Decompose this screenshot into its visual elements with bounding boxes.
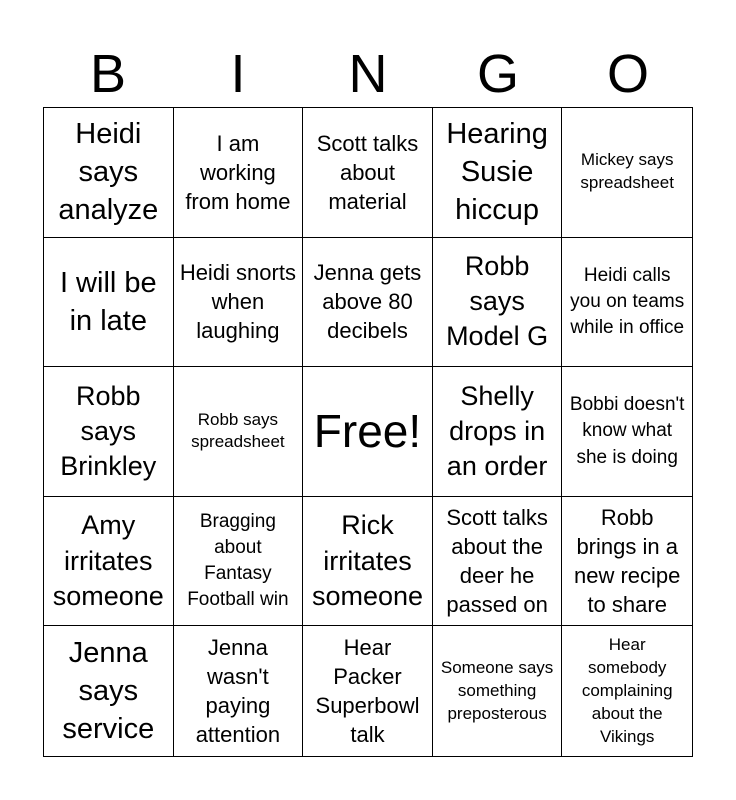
header-letter-b: B: [89, 44, 127, 104]
bingo-cell-g3[interactable]: [433, 367, 563, 497]
bingo-cell-text: Rick irritates someone: [311, 510, 424, 611]
bingo-cell-text: I am working from home: [185, 130, 291, 214]
bingo-cell-n1[interactable]: [303, 108, 433, 238]
header-letter-n: N: [348, 44, 388, 104]
bingo-cell-i1[interactable]: [174, 108, 304, 238]
bingo-cell-text: Robb says spreadsheet: [191, 409, 285, 452]
bingo-cell-text: Scott talks about material: [316, 130, 419, 214]
bingo-cell-text: Free!: [313, 405, 422, 458]
bingo-cell-text: Scott talks about the deer he passed on: [446, 505, 548, 618]
bingo-cell-b3[interactable]: [44, 367, 174, 497]
bingo-cell-b5[interactable]: [44, 626, 174, 756]
free-space-cell[interactable]: [303, 367, 433, 497]
bingo-cell-i5[interactable]: [174, 626, 304, 756]
bingo-cell-text: Robb brings in a new recipe to share: [574, 505, 681, 618]
bingo-cell-b4[interactable]: [44, 497, 174, 627]
bingo-cell-b2[interactable]: [44, 238, 174, 368]
bingo-cell-text: Bobbi doesn't know what she is doing: [569, 394, 685, 468]
bingo-cell-n5[interactable]: [303, 626, 433, 756]
bingo-cell-text: Heidi snorts when laughing: [179, 260, 296, 344]
header-letter-i: I: [230, 44, 246, 104]
bingo-cell-text: Someone says something preposterous: [440, 657, 554, 723]
header-letter-g: G: [476, 44, 519, 104]
bingo-cell-g4[interactable]: [433, 497, 563, 627]
bingo-cell-g5[interactable]: [433, 626, 563, 756]
bingo-cell-g2[interactable]: [433, 238, 563, 368]
bingo-cell-b1[interactable]: [44, 108, 174, 238]
bingo-cell-text: Hear somebody complaining about the Vikings: [581, 634, 673, 746]
header-letter-o: O: [606, 44, 649, 104]
bingo-cell-o5[interactable]: [562, 626, 692, 756]
bingo-cell-o2[interactable]: [562, 238, 692, 368]
bingo-cell-text: Jenna wasn't paying attention: [195, 635, 281, 748]
bingo-cell-o4[interactable]: [562, 497, 692, 627]
bingo-cell-i4[interactable]: [174, 497, 304, 627]
bingo-cell-text: I will be in late: [59, 266, 157, 337]
bingo-cell-o1[interactable]: [562, 108, 692, 238]
bingo-cell-text: Shelly drops in an order: [446, 380, 548, 482]
bingo-cell-g1[interactable]: [433, 108, 563, 238]
bingo-header: [43, 40, 693, 108]
bingo-cell-n2[interactable]: [303, 238, 433, 368]
bingo-cell-i3[interactable]: [174, 367, 304, 497]
bingo-cell-o3[interactable]: [562, 367, 692, 497]
bingo-cell-text: Hear Packer Superbowl talk: [315, 635, 420, 748]
bingo-cell-text: Heidi calls you on teams while in office: [570, 264, 685, 338]
bingo-cell-text: Hearing Susie hiccup: [446, 117, 548, 227]
bingo-cell-text: Jenna says service: [62, 636, 155, 746]
bingo-cell-text: Robb says Model G: [446, 251, 549, 352]
bingo-grid: [43, 107, 693, 757]
bingo-cell-text: Heidi says analyze: [58, 117, 159, 227]
bingo-cell-text: Bragging about Fantasy Football win: [187, 511, 289, 611]
bingo-cell-text: Amy irritates someone: [52, 510, 164, 611]
bingo-cell-text: Robb says Brinkley: [60, 380, 157, 482]
bingo-cell-text: Jenna gets above 80 decibels: [313, 260, 422, 344]
bingo-cell-i2[interactable]: [174, 238, 304, 368]
bingo-cell-text: Mickey says spreadsheet: [580, 150, 674, 193]
bingo-cell-n4[interactable]: [303, 497, 433, 627]
